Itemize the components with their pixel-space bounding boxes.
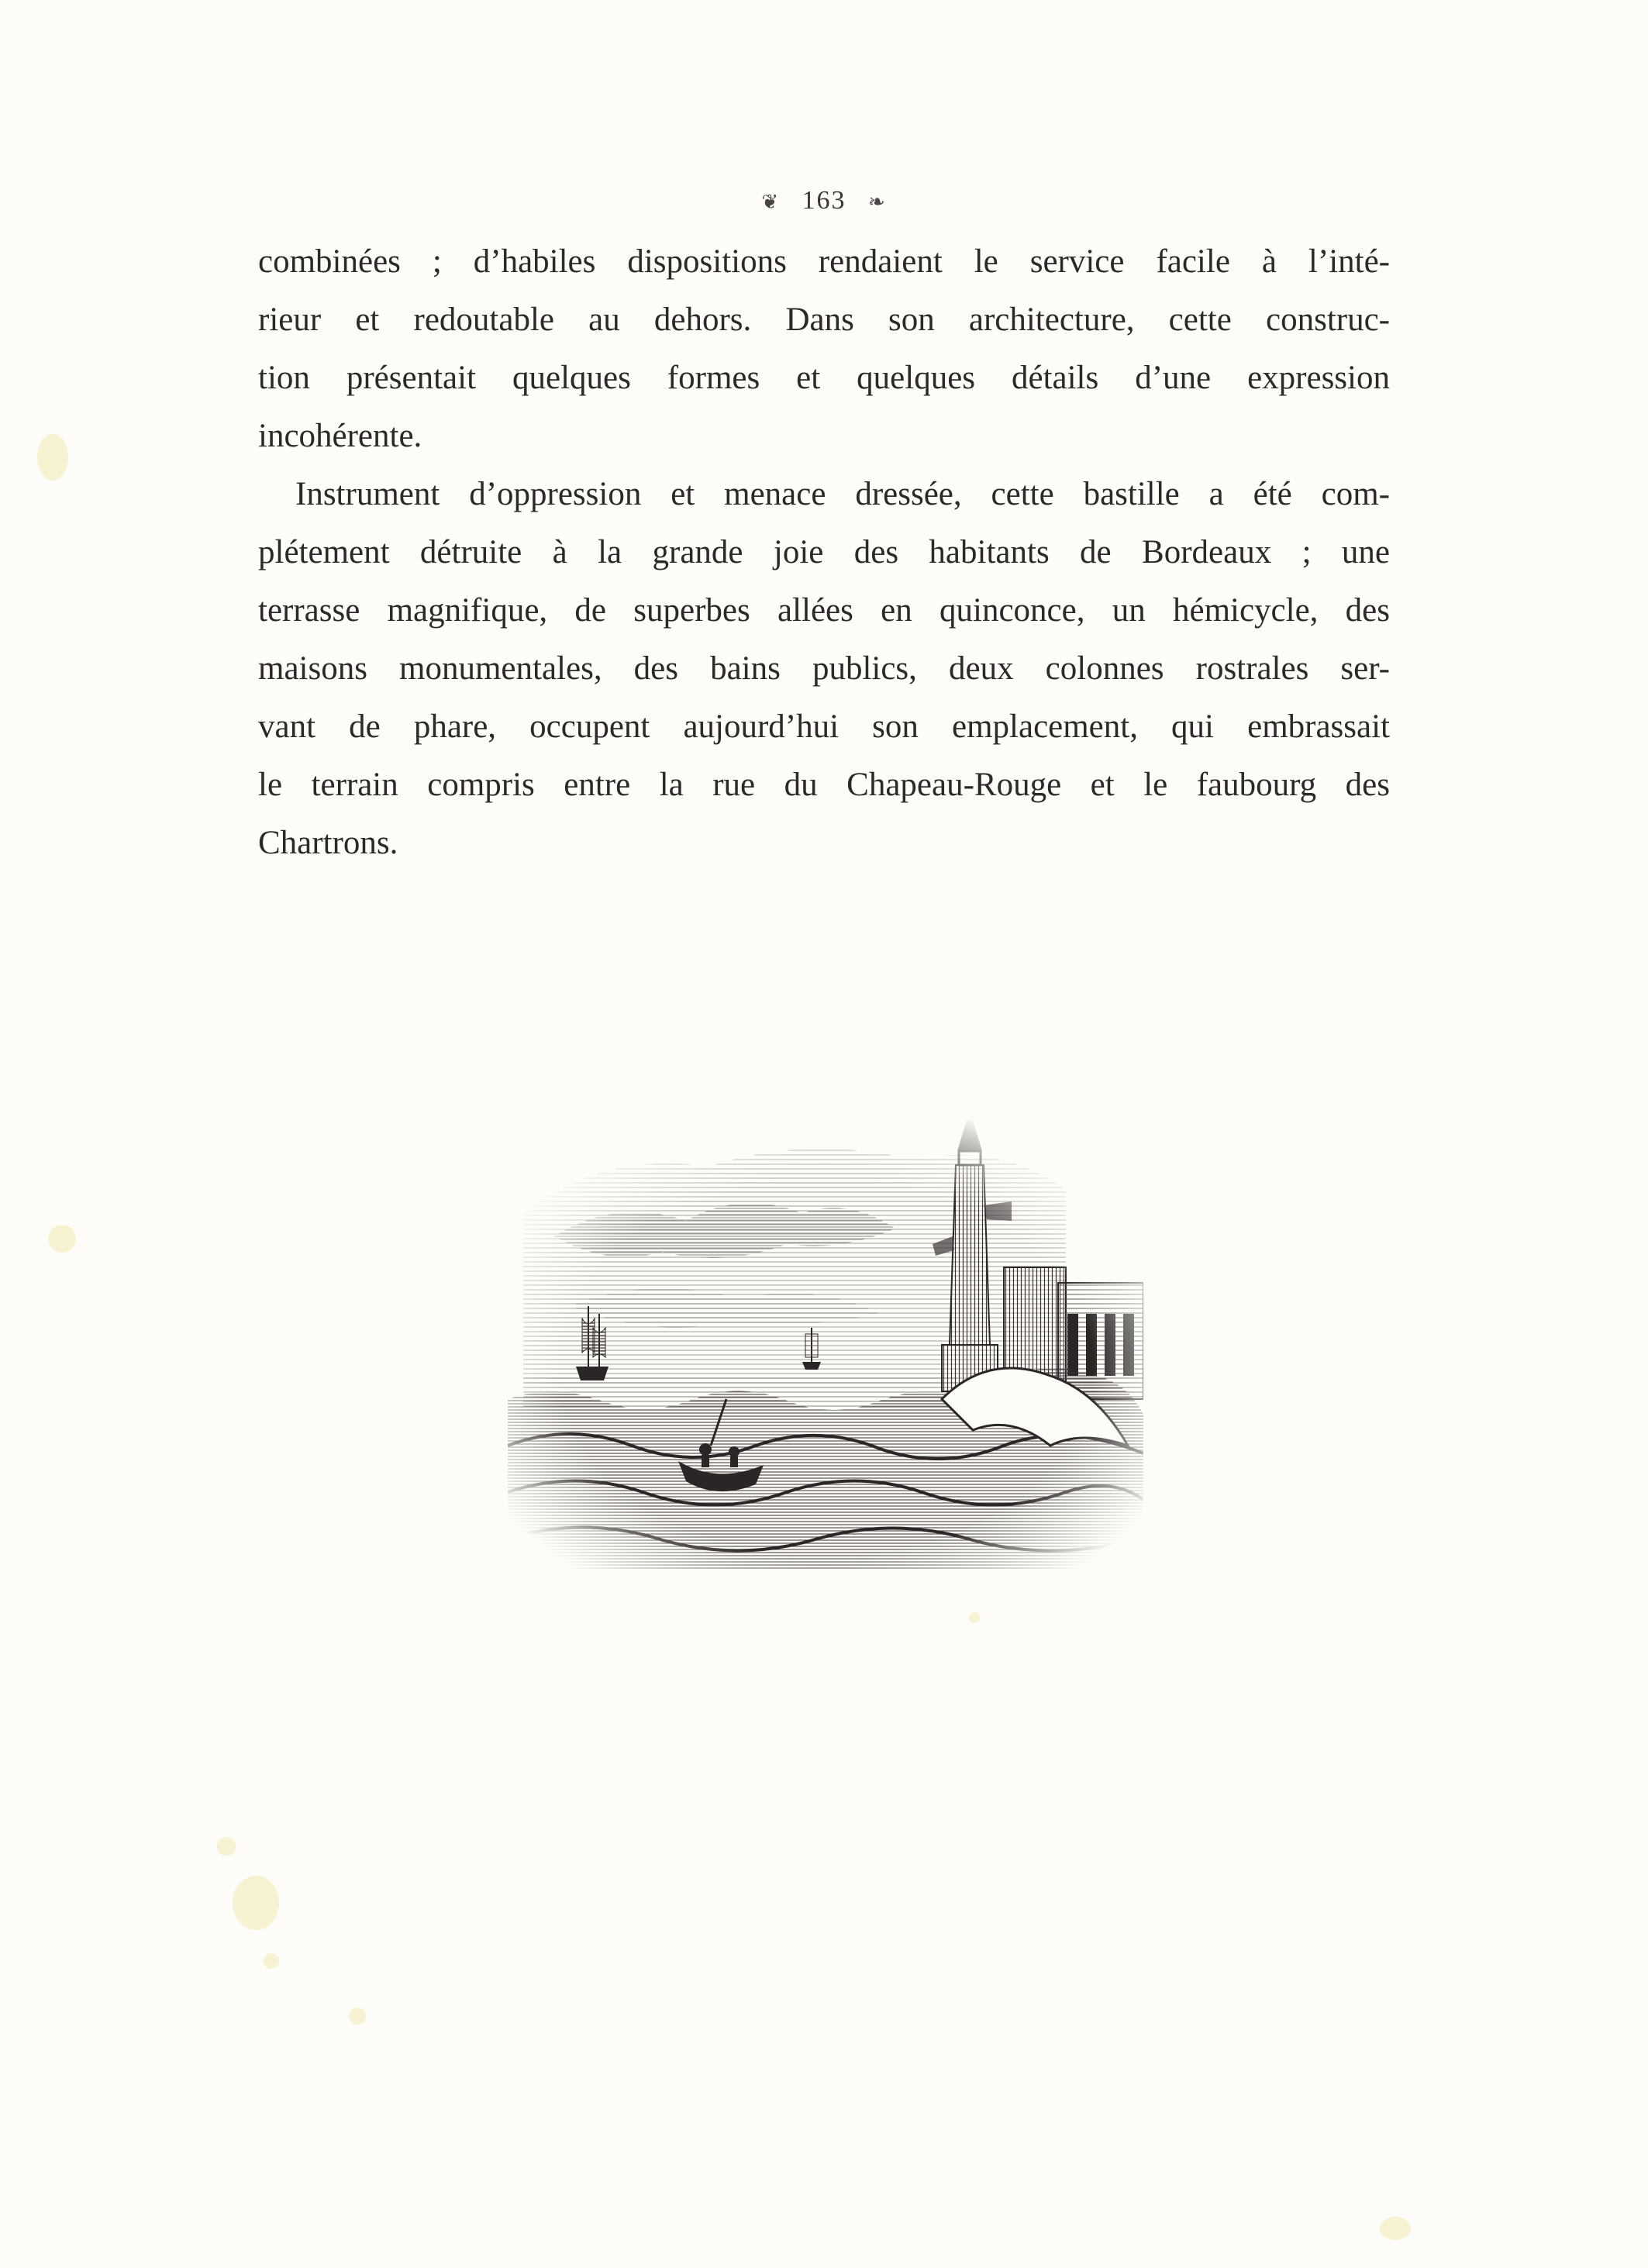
paper-stain: [48, 1225, 76, 1253]
paper-stain: [969, 1612, 980, 1623]
page-header: [0, 186, 1648, 215]
text-line: vant de phare, occupent aujourd’hui son emplacement, qui embrassait: [258, 708, 1390, 745]
sailing-ship-icon: [802, 1328, 821, 1370]
text-line: Instrument d’oppression et menace dressée, cette bastille a été com-: [295, 476, 1390, 512]
text-line: maisons monumentales, des bains publics, deux colonnes rostrales ser-: [258, 650, 1390, 687]
paper-stain: [37, 434, 68, 481]
text-line: plétement détruite à la grande joie des habitants de Bordeaux ; une: [258, 534, 1390, 570]
text-line: terrasse magnifique, de superbes allées en quinconce, un hémicycle, des: [258, 592, 1390, 629]
paper-stain: [217, 1837, 236, 1856]
body-text: [258, 233, 1390, 872]
page-number: 163: [802, 186, 846, 215]
lighthouse-vignette: [508, 1120, 1143, 1570]
paragraph-2: [258, 465, 1390, 872]
ornament-left-icon: ❦: [761, 191, 780, 214]
text-line: Chartrons.: [258, 825, 398, 861]
paper-stain: [264, 1953, 279, 1969]
paragraph-1: [258, 233, 1390, 465]
text-line: rieur et redoutable au dehors. Dans son architecture, cette construc-: [258, 302, 1390, 338]
text-line: tion présentait quelques formes et quelques détails d’une expression: [258, 360, 1390, 396]
text-line: combinées ; d’habiles dispositions rendaient le service facile à l’inté-: [258, 243, 1390, 280]
paper-stain: [1380, 2217, 1411, 2240]
paper-stain: [233, 1876, 279, 1930]
text-line: le terrain compris entre la rue du Chapeau-Rouge et le faubourg des: [258, 767, 1390, 803]
paper-stain: [349, 2008, 366, 2025]
text-line: incohérente.: [258, 418, 422, 454]
ornament-right-icon: ❧: [868, 191, 887, 214]
